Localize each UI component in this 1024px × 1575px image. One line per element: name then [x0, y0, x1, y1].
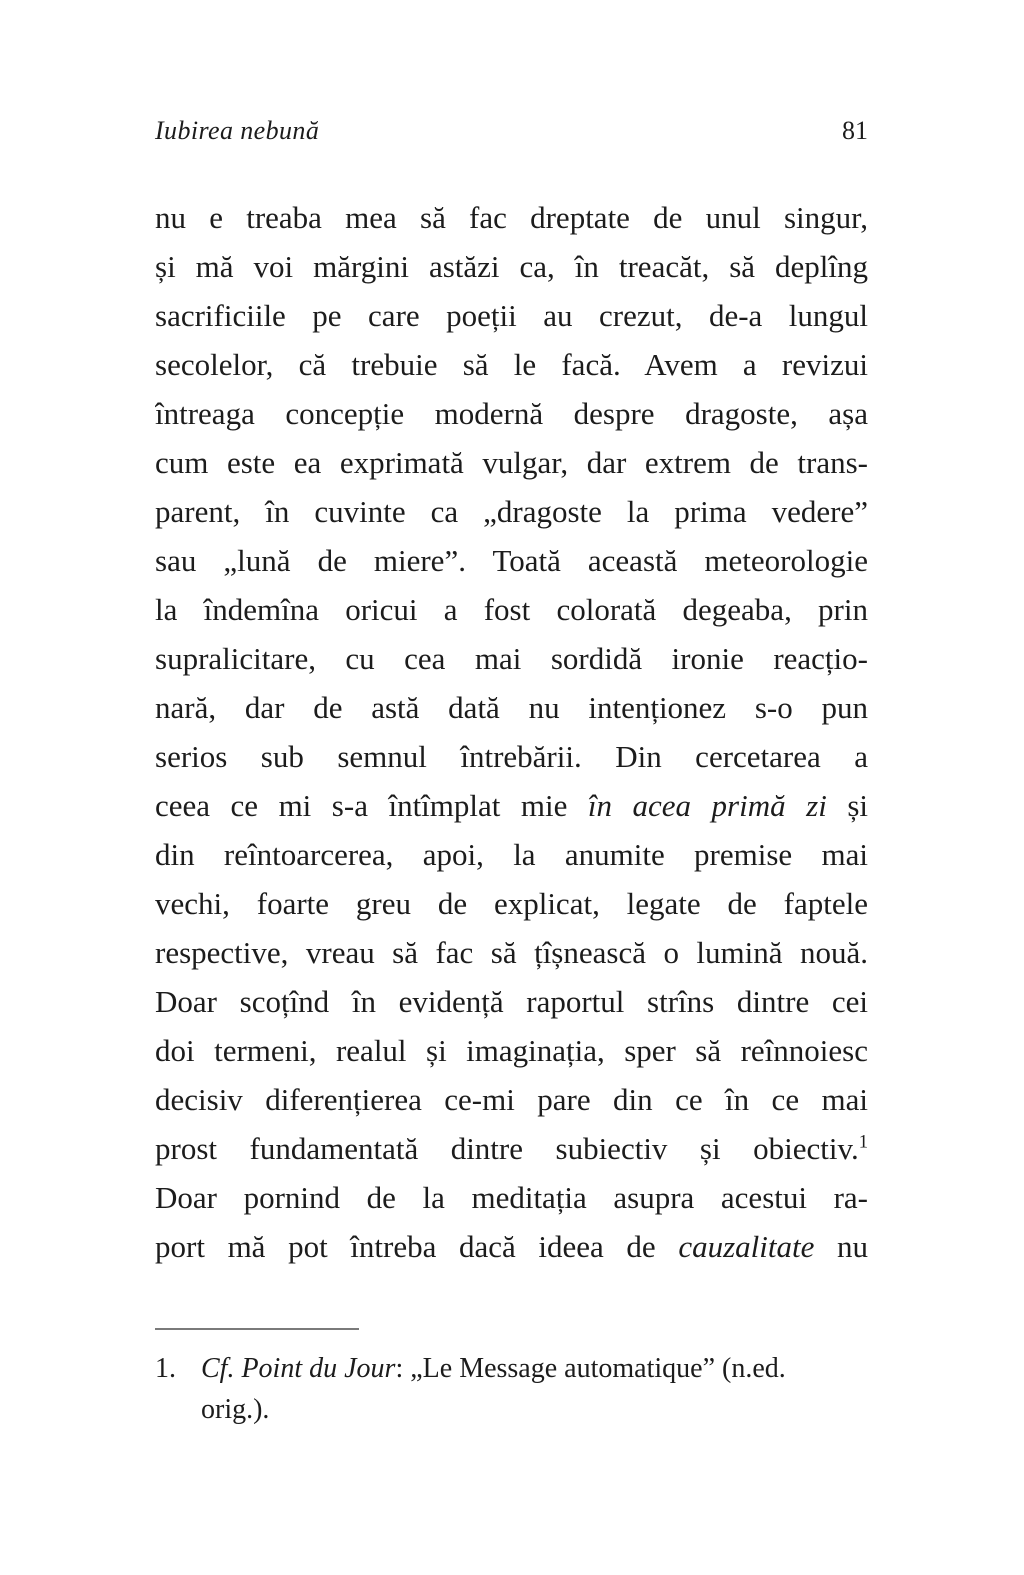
- text-line: [155, 928, 868, 977]
- text-run: întreaga concepție modernă despre dragoste, așa: [155, 396, 868, 431]
- text-run: prost fundamentată dintre subiectiv și obiectiv.: [155, 1131, 859, 1166]
- italic-run: Cf. Point du Jour: [201, 1353, 396, 1384]
- text-run: nară, dar de astă dată nu intenționez s-o pun: [155, 690, 868, 725]
- text-line: [155, 634, 868, 683]
- page-header: [155, 116, 868, 146]
- text-run: Doar scoțînd în evidență raportul strîns dintre cei: [155, 984, 868, 1019]
- running-title: Iubirea nebună: [155, 116, 320, 145]
- text-line: [155, 291, 868, 340]
- text-line: [155, 242, 868, 291]
- text-line: [155, 438, 868, 487]
- text-line: [155, 830, 868, 879]
- text-line: [155, 340, 868, 389]
- footnote-marker: 1.: [155, 1353, 176, 1384]
- text-run: doi termeni, realul și imaginația, sper să reînnoiesc: [155, 1033, 868, 1068]
- footnote-text: [201, 1348, 811, 1430]
- text-line: [155, 389, 868, 438]
- text-line: [155, 977, 868, 1026]
- text-run: cum este ea exprimată vulgar, dar extrem de trans-: [155, 445, 868, 480]
- text-line: [155, 1222, 868, 1271]
- text-line: [155, 1173, 868, 1222]
- body-paragraph: [155, 193, 868, 1271]
- text-run: parent, în cuvinte ca „dragoste la prima vedere”: [155, 494, 868, 529]
- text-run: decisiv diferențierea ce-mi pare din ce în ce mai: [155, 1082, 868, 1117]
- text-run: respective, vreau să fac să țîșnească o lumină nouă.: [155, 935, 868, 970]
- text-line: [155, 781, 868, 830]
- footnote-separator: [155, 1328, 359, 1330]
- text-line: [155, 536, 868, 585]
- text-line: [155, 732, 868, 781]
- text-line: [155, 193, 868, 242]
- text-line: [155, 487, 868, 536]
- text-run: nu e treaba mea să fac dreptate de unul singur,: [155, 200, 868, 235]
- footnote: [155, 1348, 868, 1430]
- text-run: supralicitare, cu cea mai sordidă ironie reacțio-: [155, 641, 868, 676]
- text-run: vechi, foarte greu de explicat, legate de faptele: [155, 886, 868, 921]
- text-run: nu: [814, 1229, 868, 1264]
- text-run: serios sub semnul întrebării. Din cercetarea a: [155, 739, 868, 774]
- text-line: [155, 879, 868, 928]
- text-run: la îndemîna oricui a fost colorată degeaba, prin: [155, 592, 868, 627]
- text-run: din reîntoarcerea, apoi, la anumite premise mai: [155, 837, 868, 872]
- text-line: [155, 1124, 868, 1173]
- italic-run: cauzalitate: [678, 1229, 815, 1264]
- text-run: și mă voi mărgini astăzi ca, în treacăt, să deplîng: [155, 249, 868, 284]
- text-run: sacrificiile pe care poeții au crezut, de-a lungul: [155, 298, 868, 333]
- footnote-section: [155, 1328, 868, 1430]
- text-line: [155, 1026, 868, 1075]
- text-run: ceea ce mi s-a întîmplat mie: [155, 788, 588, 823]
- text-line: [155, 1075, 868, 1124]
- text-line: [155, 585, 868, 634]
- text-run: sau „lună de miere”. Toată această meteorologie: [155, 543, 868, 578]
- footnote-reference: 1: [858, 1131, 868, 1153]
- text-run: : „Le Message automatique” (n.ed. orig.).: [201, 1353, 786, 1425]
- page-number: 81: [842, 116, 868, 145]
- italic-run: în acea primă zi: [587, 788, 827, 823]
- text-run: port mă pot întreba dacă ideea de: [155, 1229, 679, 1264]
- text-run: Doar pornind de la meditația asupra acestui ra-: [155, 1180, 868, 1215]
- text-line: [155, 683, 868, 732]
- text-run: și: [826, 788, 868, 823]
- text-run: secolelor, că trebuie să le facă. Avem a revizui: [155, 347, 868, 382]
